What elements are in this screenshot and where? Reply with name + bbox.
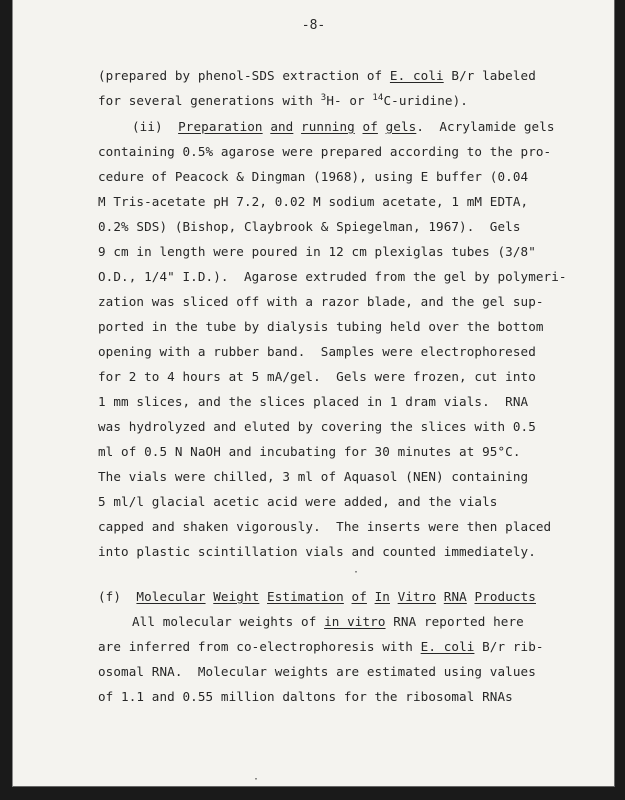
scan-speck: · [253,774,260,785]
text-run: RNA reported here [385,614,524,629]
heading-space [259,589,267,604]
heading-space [436,589,444,604]
body-line: into plastic scintillation vials and counted immediately. [98,544,536,559]
body-line: cedure of Peacock & Dingman (1968), using E buffer (0.04 [98,169,529,184]
section-ii-heading-line [132,119,555,134]
organism-name: E. coli [389,68,444,83]
text-run: C-uridine). [383,93,468,108]
body-line: 1 mm slices, and the slices placed in 1 dram vials. RNA [98,394,529,409]
section-marker: (ii) [132,119,163,134]
body-line: 5 ml/l glacial acetic acid were added, and the vials [98,494,498,509]
body-line [132,614,524,629]
body-line: osomal RNA. Molecular weights are estimated using values [98,664,536,679]
text-run: are inferred from co-electrophoresis with [98,639,421,654]
body-line: ported in the tube by dialysis tubing held over the bottom [98,319,544,334]
emphasis-term: in vitro [324,614,386,629]
isotope-superscript: 14 [372,93,384,103]
section-marker: (f) [98,589,122,604]
scan-speck: · [353,567,360,578]
intro-line-2 [98,93,468,108]
heading-word: In [374,589,390,604]
body-line [98,639,544,654]
heading-space [344,589,352,604]
heading-word: and [270,119,294,134]
heading-space [467,589,475,604]
heading-space [390,589,398,604]
heading-word: Estimation [267,589,344,604]
heading-space [367,589,375,604]
body-line: for 2 to 4 hours at 5 mA/gel. Gels were frozen, cut into [98,369,536,384]
body-line: M Tris-acetate pH 7.2, 0.02 M sodium acetate, 1 mM EDTA, [98,194,529,209]
body-line: zation was sliced off with a razor blade, and the gel sup- [98,294,544,309]
heading-word: Vitro [397,589,437,604]
heading-word: running [301,119,355,134]
body-line: O.D., 1/4" I.D.). Agarose extruded from the gel by polymeri- [98,269,567,284]
body-line: The vials were chilled, 3 ml of Aquasol (NEN) containing [98,469,529,484]
body-line: of 1.1 and 0.55 million daltons for the ribosomal RNAs [98,689,513,704]
heading-word: gels [385,119,417,134]
organism-name: E. coli [420,639,475,654]
text-run: H- or [326,93,373,108]
heading-punct: . [416,119,424,134]
section-f-heading-line [98,589,536,604]
heading-space [293,119,301,134]
heading-word: Products [474,589,536,604]
body-line: opening with a rubber band. Samples were electrophoresed [98,344,536,359]
heading-word: of [351,589,367,604]
heading-word: of [362,119,378,134]
heading-space [378,119,386,134]
body-line: 0.2% SDS) (Bishop, Claybrook & Spiegelman, 1967). Gels [98,219,521,234]
body-line: ml of 0.5 N NaOH and incubating for 30 minutes at 95°C. [98,444,521,459]
heading-word: Preparation [178,119,263,134]
body-line: containing 0.5% agarose were prepared according to the pro- [98,144,552,159]
heading-word: Weight [213,589,260,604]
page-number: -8- [301,18,326,33]
text-run: for several generations with [98,93,321,108]
body-line: capped and shaken vigorously. The inserts were then placed [98,519,552,534]
body-line: was hydrolyzed and eluted by covering the slices with 0.5 [98,419,536,434]
body-line: 9 cm in length were poured in 12 cm plexiglas tubes (3/8" [98,244,536,259]
heading-word: Molecular [136,589,206,604]
paragraph-lead: Acrylamide gels [439,119,555,134]
heading-space [355,119,363,134]
text-run: (prepared by phenol-SDS extraction of [98,68,390,83]
text-run: B/r rib- [474,639,544,654]
intro-line-1 [98,68,536,83]
heading-word: RNA [443,589,467,604]
isotope-superscript: 3 [320,93,327,103]
document-page [12,0,615,787]
text-run: All molecular weights of [132,614,325,629]
text-run: B/r labeled [443,68,536,83]
